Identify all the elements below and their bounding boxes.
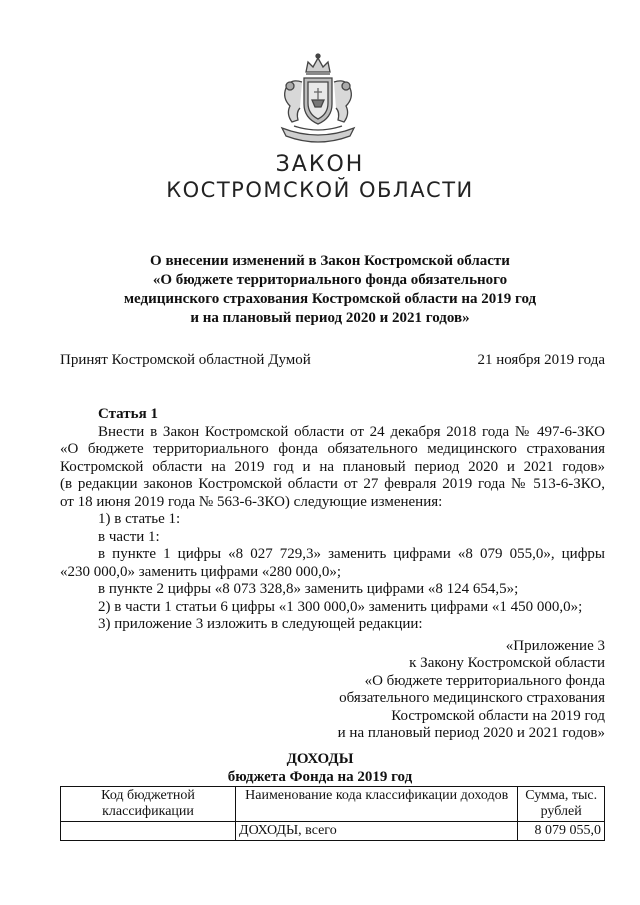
- article-line: «О бюджете территориального фонда обязательного медицинского страхования: [60, 441, 605, 457]
- region-title: КОСТРОМСКОЙ ОБЛАСТИ: [166, 178, 474, 202]
- header-code: Код бюджетной классификации: [61, 787, 236, 822]
- article-line: 2) в части 1 статьи 6 цифры «1 300 000,0» заменить цифрами «1 450 000,0»;: [98, 598, 583, 615]
- header-name: Наименование кода классификации доходов: [236, 787, 518, 822]
- appendix-line: «Приложение 3: [505, 637, 605, 654]
- article-line: от 18 июня 2019 года № 563-6-ЗКО) следующие изменения:: [60, 493, 443, 510]
- table-header-row: [61, 787, 605, 822]
- income-table: [60, 786, 605, 841]
- appendix-line: к Закону Костромской области: [409, 655, 605, 671]
- appendix-line: «О бюджете территориального фонда: [364, 672, 605, 689]
- article-line: в пункте 1 цифры «8 027 729,3» заменить цифрами «8 079 055,0», цифры: [98, 546, 605, 562]
- adoption-date: 21 ноября 2019 года: [477, 352, 605, 368]
- article-line: в части 1:: [98, 528, 160, 545]
- coat-of-arms-icon: [268, 52, 368, 144]
- article-line: 3) приложение 3 изложить в следующей редакции:: [98, 616, 423, 632]
- table-row: [61, 822, 605, 841]
- article-line: Костромской области на 2019 год и на плановый период 2020 и 2021 годов»: [60, 458, 605, 475]
- cell-sum: 8 079 055,0: [518, 822, 605, 841]
- article-body: [60, 406, 605, 743]
- law-heading: [60, 252, 600, 328]
- cell-name: ДОХОДЫ, всего: [236, 822, 518, 841]
- table-subtitle-line: бюджета Фонда на 2019 год: [227, 769, 413, 785]
- article-line: 1) в статье 1:: [98, 511, 181, 527]
- table-title-line: ДОХОДЫ: [286, 751, 354, 767]
- heading-line: и на плановый период 2020 и 2021 годов»: [190, 310, 470, 326]
- article-title: Статья 1: [98, 406, 158, 422]
- appendix-line: и на плановый период 2020 и 2021 годов»: [337, 725, 605, 741]
- law-title: ЗАКОН: [275, 152, 365, 177]
- heading-line: «О бюджете территориального фонда обязательного: [152, 272, 508, 288]
- article-line: «230 000,0» заменить цифрами «280 000,0»;: [60, 563, 342, 580]
- article-line: Внести в Закон Костромской области от 24 декабря 2018 года № 497-6-ЗКО: [98, 423, 605, 440]
- appendix-line: Костромской области на 2019 год: [391, 707, 605, 724]
- cell-code: [61, 822, 236, 841]
- header-sum: Сумма, тыс. рублей: [518, 787, 605, 822]
- table-title: [0, 750, 640, 786]
- adopted-by: Принят Костромской областной Думой: [60, 352, 311, 368]
- heading-line: медицинского страхования Костромской области на 2019 год: [123, 291, 537, 307]
- heading-line: О внесении изменений в Закон Костромской области: [150, 253, 510, 269]
- appendix-line: обязательного медицинского страхования: [339, 690, 605, 706]
- article-line: (в редакции законов Костромской области от 27 февраля 2019 года № 513-6-ЗКО,: [60, 476, 605, 492]
- article-line: в пункте 2 цифры «8 073 328,8» заменить цифрами «8 124 654,5»;: [98, 581, 519, 597]
